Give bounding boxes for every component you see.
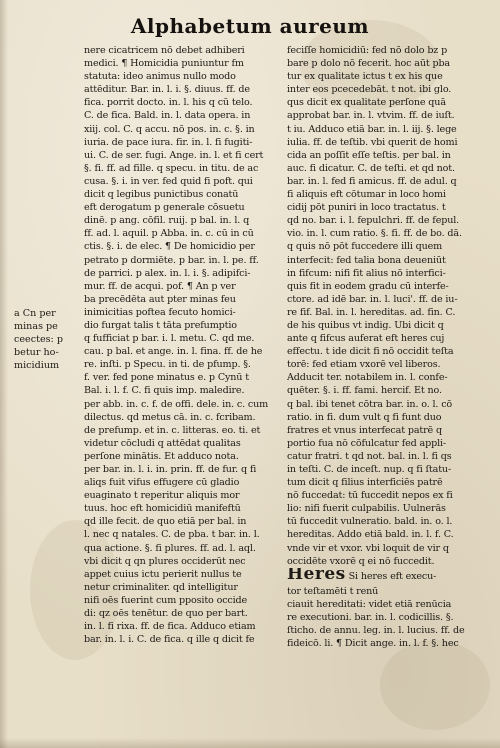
- text-line: in teſti. C. de inceſt. nup. q fi ſtatu-: [287, 464, 452, 475]
- page-title: Alphabetum aureum: [130, 14, 370, 38]
- text-line: nere cicatricem nō debet adhiberi: [84, 45, 245, 56]
- text-line: tur ex qualitate ictus t ex his que: [287, 71, 443, 83]
- text-line: hereditas. Addo etiā bald. in. l. f. C.: [287, 529, 454, 541]
- text-line: euaginato t reperitur aliquis mor: [84, 490, 240, 502]
- text-line: per abb. in. c. f. de offi. dele. in. c. cum: [84, 398, 269, 410]
- text-line: §. fi. ff. ad fille. q specu. in titu. de ac: [84, 162, 259, 174]
- text-line: quis fit in eodem gradu cū interfe-: [287, 280, 449, 292]
- heres-paragraph-first-line: [287, 568, 481, 585]
- text-line: fica. porrit docto. in. l. his q cū telo.: [84, 97, 253, 109]
- text-line: f. ver. fed pone minatus e. p Cynū t: [84, 372, 249, 384]
- text-line: ui. C. de ser. fugi. Ange. in. l. et fi cert: [84, 149, 264, 161]
- text-line: bar. in. l. fed fi amicus. ff. de adul. q: [287, 175, 457, 187]
- text-line: re fif. Bal. in. l. hereditas. ad. fin. C.: [287, 306, 456, 318]
- margin-note-line: a Cn per: [14, 308, 56, 319]
- text-line: approbat bar. in. l. vtvim. ff. de iuſt.: [287, 110, 455, 122]
- margin-note-line: ceectes: p: [14, 334, 63, 346]
- left-text-column: [84, 44, 274, 646]
- text-line: ctis. §. i. de elec. ¶ De homicidio per: [84, 241, 255, 253]
- page-edge-shadow: [0, 738, 500, 748]
- text-line: medici. ¶ Homicidia puniuntur fm: [84, 58, 244, 70]
- text-line: nō fuccedat: tū fuccedit nepos ex fi: [287, 490, 453, 502]
- text-line: inter eos pcecedebāt. t not. ibi glo.: [287, 84, 452, 96]
- text-line: cusa. §. i. in ver. fed quid fi poft. qui: [84, 175, 253, 187]
- text-line: cidij pōt puniri in loco tractatus. t: [287, 202, 446, 214]
- text-line: effectu. t ide dicit fi nō occidit teſta: [287, 346, 454, 358]
- text-line: vio. in. l. cum ratio. §. fi. ff. de bo. dā.: [287, 228, 462, 240]
- text-line: qd no. bar. i. l. fepulchri. ff. de fepul.: [287, 215, 460, 227]
- text-line: cau. p bal. et ange. in. l. fina. ff. de he: [84, 346, 263, 358]
- text-line: q fufficiat p bar. i. l. metu. C. qd me.: [84, 333, 255, 345]
- text-line: bare p dolo nō fecerit. hoc aūt pba: [287, 58, 451, 70]
- text-line: bar. in. l. i. C. de fica. q ille q dicit fe: [84, 634, 255, 646]
- text-line: tū fuccedit vulneratio. bald. in. o. l.: [287, 516, 453, 528]
- margin-note-line: micidium: [14, 360, 60, 372]
- text-line: di: qz oēs tenētur. de quo per bart.: [84, 608, 248, 620]
- text-line: statuta: ideo animus nullo modo: [84, 71, 236, 83]
- text-line: eft derogatum p generale cōsuetu: [84, 202, 245, 214]
- text-line: mur. ff. de acqui. pof. ¶ An p ver: [84, 280, 236, 292]
- margin-note-line: betur ho-: [14, 347, 59, 359]
- text-line: q quis nō pōt fuccedere illi quem: [287, 241, 443, 253]
- text-line: tum dicit q filius interficiēs patrē: [287, 477, 443, 489]
- text-line: qua actione. §. fi plures. ff. ad. l. aql.: [84, 542, 256, 554]
- text-line: petrato p dormiēte. p bar. in. l. pe. ff.: [84, 254, 259, 266]
- text-line: vnde vir et vxor. vbi loquit de vir q: [287, 542, 449, 554]
- text-line: iulia. ff. de teſtib. vbi querit de homi: [287, 136, 458, 148]
- text-line: de parrici. p alex. in. l. i. §. adipifci-: [84, 267, 251, 279]
- text-line: occidēte vxorē q ei nō fuccedit.: [287, 555, 435, 567]
- text-line: lio: nifi fuerit culpabilis. Uulnerās: [287, 503, 446, 515]
- text-line: fi aliquis eft cōtumar in loco homi: [287, 189, 446, 201]
- text-line: nifi oēs fuerint cum pposito occide: [84, 594, 248, 606]
- text-line: xiij. col. C. q accu. nō pos. in. c. §. in: [84, 123, 255, 135]
- text-line: Si heres eft execu-: [345, 570, 437, 582]
- text-line: qus dicit ex qualitate perſone quā: [287, 97, 446, 109]
- text-line: ciauit hereditati: videt etiā renūcia: [287, 598, 452, 610]
- text-line: in. l. fi rixa. ff. de fica. Adduco etiam: [84, 621, 256, 633]
- text-line: attēditur. Bar. in. l. i. §. diuus. ff. de: [84, 84, 250, 96]
- text-line: C. de fica. Bald. in. l. data opera. in: [84, 110, 251, 122]
- text-line: auc. fi dicatur. C. de teſti. et qd not.: [287, 162, 455, 174]
- text-line: dio furgat talis t tāta prefumptio: [84, 319, 237, 331]
- text-line: torē: fed etiam vxorē vel liberos.: [287, 359, 441, 371]
- right-text-column: [287, 44, 481, 650]
- text-line: interfecit: fed talia bona deueniūt: [287, 254, 446, 266]
- text-line: appet cuius ictu perierit nullus te: [84, 568, 242, 580]
- page-edge-shadow: [0, 0, 8, 748]
- text-line: re executioni. bar. in. l. codicillis. §.: [287, 611, 454, 623]
- text-line: netur criminaliter. qd intelligitur: [84, 581, 238, 593]
- text-line: cida an poſſit eſſe teſtis. per bal. in: [287, 149, 451, 161]
- margin-note: [14, 307, 80, 372]
- text-line: Adducit ter. notabilem in. l. confe-: [287, 372, 448, 384]
- text-line: ſticho. de annu. leg. in. l. lucius. ff. de: [287, 625, 465, 637]
- text-line: vbi dicit q qn plures occiderūt nec: [84, 555, 246, 567]
- text-line: aliqs fuit vifus effugere cū gladio: [84, 477, 240, 489]
- text-line: per bar. in. l. i. in. prin. ff. de fur. q fi: [84, 464, 257, 475]
- text-line: tor teſtamēti t renū: [287, 585, 379, 597]
- text-line: dinē. p ang. cōfil. ruij. p bal. in. l. q: [84, 215, 250, 227]
- text-line: iuria. de pace iura. fir. in. l. fi fugiti-: [84, 136, 253, 148]
- text-line: Bal. i. l. f. C. fi quis imp. maledire.: [84, 385, 245, 397]
- text-line: l. nec q natales. C. de pba. t bar. in. l.: [84, 529, 260, 541]
- paper-stain: [380, 640, 490, 730]
- text-line: qd ille fecit. de quo etiā per bal. in: [84, 516, 247, 528]
- text-line: de his quibus vt indig. Ubi dicit q: [287, 319, 444, 331]
- text-line: ff. ad. l. aquil. p Abba. in. c. cū in cū: [84, 228, 254, 240]
- text-line: videtur cōcludi q attēdat qualitas: [84, 437, 241, 449]
- text-line: dilectus. qd metus cā. in. c. fcribam.: [84, 411, 256, 423]
- margin-note-line: minas pe: [14, 321, 58, 333]
- text-line: fideicō. li. ¶ Dicit ange. in. l. f. §. hec: [287, 638, 459, 650]
- text-line: ba precēdēta aut pter minas feu: [84, 293, 236, 305]
- text-line: inimicitias poftea fecuto homici-: [84, 306, 236, 318]
- text-line: fratres et vnus interfecat patrē q: [287, 424, 442, 436]
- text-line: re. inſti. p Specu. in ti. de pfump. §.: [84, 359, 251, 371]
- text-line: quēter. §. i. ff. fami. hercif. Et no.: [287, 385, 442, 397]
- text-line: t iu. Adduco etiā bar. in. l. iij. §. lege: [287, 123, 457, 135]
- text-line: ratio. in fi. dum vult q fi funt duo: [287, 411, 442, 423]
- text-line: ctore. ad idē bar. in. l. luci'. ff. de iu-: [287, 293, 458, 305]
- heres-initial: Heres: [287, 567, 346, 584]
- text-line: dicit q legibus punictibus conatū: [84, 189, 239, 201]
- text-line: catur fratri. t qd not. bal. in. l. fi qs: [287, 450, 452, 462]
- text-line: de prefump. et in. c. litteras. eo. ti. et: [84, 424, 261, 436]
- text-line: ante q fifcus auferat eft heres cuj: [287, 333, 445, 345]
- text-line: q bal. ibi tenet cōtra bar. in. o. l. cō: [287, 398, 453, 410]
- text-line: portio fua nō cōfulcatur fed appli-: [287, 437, 447, 449]
- text-line: in fifcum: nifi fit alius nō interfici-: [287, 267, 446, 279]
- text-line: feciſſe homicidiū: fed nō dolo bz p: [287, 45, 448, 56]
- text-line: perſone minātis. Et adduco nota.: [84, 450, 239, 462]
- text-line: tuus. hoc eft homicidiū manifeftū: [84, 503, 241, 515]
